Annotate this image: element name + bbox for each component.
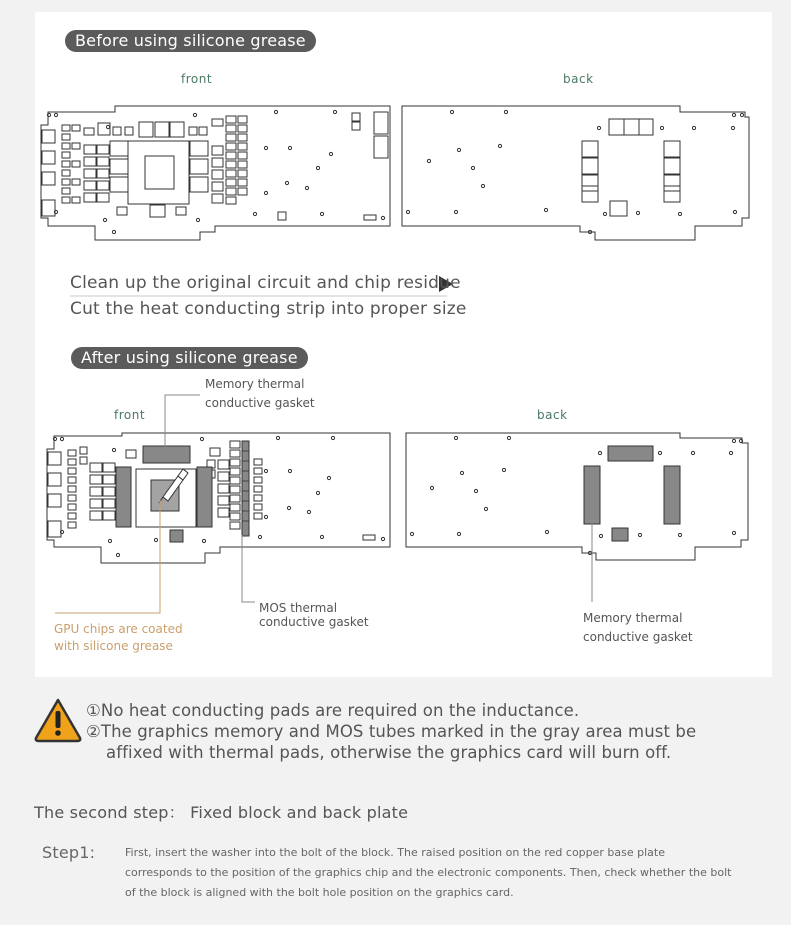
thermal-pads-back [584,446,680,541]
cut-instruction: Cut the heat conducting strip into proper size [70,299,467,319]
before-back-label: back [563,72,594,86]
memory-front-leader [165,395,200,448]
warning-icon [36,700,80,741]
clean-instruction: Clean up the original circuit and chip residue [70,273,461,293]
warning-line-3: affixed with thermal pads, otherwise the graphics card will burn off. [106,743,672,762]
memory-front-callout: Memory thermal conductive gasket [205,377,315,410]
after-front-board [47,433,390,563]
before-front-board [41,106,390,240]
warning-line-2: ②The graphics memory and MOS tubes marked in the gray area must be [86,722,697,741]
after-back-label: back [537,408,568,422]
mos-callout: MOS thermal conductive gasket [259,601,369,629]
before-title-badge: Before using silicone grease [65,30,316,52]
step-heading: The second step： Fixed block and back plate [34,803,409,822]
memory-back-callout: Memory thermal conductive gasket [583,611,693,644]
mos-leader [242,535,255,602]
gpu-callout: GPU chips are coated with silicone grease [54,622,183,653]
after-title-badge: After using silicone grease [71,347,308,369]
step1-label: Step1: [42,843,96,862]
gpu-leader [55,500,160,613]
after-back-board [406,433,748,560]
before-front-label: front [181,72,213,86]
warning-line-1: ①No heat conducting pads are required on the inductance. [86,701,580,720]
step1-text: First, insert the washer into the bolt of the block. The raised position on the red copper base plate corresponds to the position of the graphics chip and the electronic components. Then, check whether the bolt of the block is aligned with the bolt hole position on the graphics card. [125,846,732,899]
after-front-label: front [114,408,146,422]
before-back-board [402,106,749,240]
